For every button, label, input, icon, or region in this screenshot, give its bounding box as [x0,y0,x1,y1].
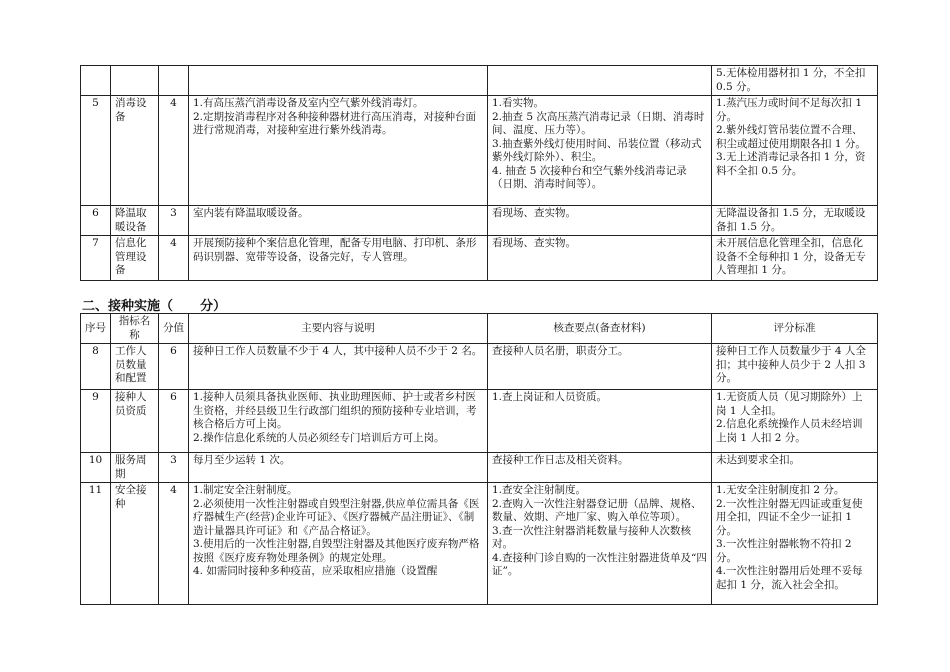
cell-score [159,66,189,96]
cell-standard: 未达到要求全扣。 [712,453,878,483]
cell-item: 消毒设备 [111,96,159,206]
cell-item: 接种人员资质 [111,390,159,453]
table-part1 [80,65,878,281]
cell-standard: 1.无资质人员（见习期除外）上岗 1 人全扣。 2.信息化系统操作人员未经培训上岗 1 人扣 2 分。 [712,390,878,453]
cell-check: 看现场、查实物。 [488,236,712,281]
cell-standard: 1.蒸汽压力或时间不足每次扣 1 分。 2.紫外线灯管吊装位置不合理、积尘或超过使用期限各扣 1 分。 3.无上述消毒记录各扣 1 分，资料不全扣 0.5 分。 [712,96,878,206]
section-title: 二、接种实施（ 分） [82,299,227,314]
cell-standard: 未开展信息化管理全扣，信息化设备不全每种扣 1 分，设备无专人管理扣 1 分。 [712,236,878,281]
cell-no: 5 [81,96,111,206]
cell-score: 6 [159,390,189,453]
cell-no [81,66,111,96]
cell-item: 降温取暖设备 [111,206,159,236]
cell-content: 开展预防接种个案信息化管理，配备专用电脑、打印机、条形码识别器、宽带等设备，设备完好，专人管理。 [189,236,488,281]
cell-content: 室内装有降温取暖设备。 [189,206,488,236]
cell-check [488,66,712,96]
header-content: 主要内容与说明 [189,314,488,344]
cell-check: 1.查上岗证和人员资质。 [488,390,712,453]
table-row [81,66,878,96]
cell-score: 4 [159,236,189,281]
table-row [81,390,878,453]
table-row [81,206,878,236]
cell-item: 服务周期 [111,453,159,483]
cell-standard: 无降温设备扣 1.5 分，无取暖设备扣 1.5 分。 [712,206,878,236]
cell-item: 工作人员数量和配置 [111,344,159,390]
cell-no: 7 [81,236,111,281]
cell-check: 查接种人员名册，职责分工。 [488,344,712,390]
cell-score: 4 [159,483,189,605]
table-row [81,236,878,281]
cell-no: 8 [81,344,111,390]
cell-no: 6 [81,206,111,236]
cell-check: 1.看实物。 2.抽查 5 次高压蒸汽消毒记录（日期、消毒时间、温度、压力等）。 3.抽查紫外线灯使用时间、吊装位置（移动式紫外线灯除外）、积尘。 4. 抽查 5 次接种台和空气紫外线消毒记录（日期、消毒时间等）。 [488,96,712,206]
header-standard: 评分标准 [712,314,878,344]
cell-content: 1.接种人员须具备执业医师、执业助理医师、护士或者乡村医生资格，并经县级卫生行政部门组织的预防接种专业培训，考核合格后方可上岗。 2.操作信息化系统的人员必须经专门培训后方可上岗。 [189,390,488,453]
cell-score: 6 [159,344,189,390]
cell-content [189,66,488,96]
cell-content: 1.有高压蒸汽消毒设备及室内空气紫外线消毒灯。 2.定期按消毒程序对各种接种器材进行高压消毒，对接种台面进行常规消毒，对接种室进行紫外线消毒。 [189,96,488,206]
table-row [81,453,878,483]
header-no: 序号 [81,314,111,344]
cell-check: 看现场、查实物。 [488,206,712,236]
header-item: 指标名称 [111,314,159,344]
cell-item: 信息化管理设备 [111,236,159,281]
cell-score: 4 [159,96,189,206]
cell-content: 接种日工作人员数量不少于 4 人，其中接种人员不少于 2 名。 [189,344,488,390]
cell-standard: 5.无体检用器材扣 1 分，不全扣 0.5 分。 [712,66,878,96]
header-check: 核查要点(备查材料) [488,314,712,344]
header-score: 分值 [159,314,189,344]
cell-standard: 接种日工作人员数量少于 4 人全扣；其中接种人员少于 2 人扣 3 分。 [712,344,878,390]
cell-item [111,66,159,96]
table-row [81,483,878,605]
cell-score: 3 [159,453,189,483]
cell-no: 9 [81,390,111,453]
cell-check: 查接种工作日志及相关资料。 [488,453,712,483]
cell-score: 3 [159,206,189,236]
cell-no: 10 [81,453,111,483]
cell-content: 1.制定安全注射制度。 2.必须使用一次性注射器或自毁型注射器,供应单位需具备《医疗器械生产(经营)企业许可证》、《医疗器械产品注册证》、《制造计量器具许可证》和《产品合格证》。 3.使用后的一次性注射器,自毁型注射器及其他医疗废弃物严格按照《医疗废弃物处理条例》的规定处理。 4. 如需同时接种多种疫苗，应采取相应措施（设置醒 [189,483,488,605]
cell-standard: 1.无安全注射制度扣 2 分。 2.一次性注射器无四证或重复使用全扣，四证不全少一证扣 1 分。 3.一次性注射器帐物不符扣 2 分。 4.一次性注射器用后处理不妥每起扣 1 分，流入社会全扣。 [712,483,878,605]
cell-no: 11 [81,483,111,605]
cell-check: 1.查安全注射制度。 2.查购入一次性注射器登记册（品牌、规格、数量、效期、产地厂家、购入单位等项）。 3.查一次性注射器消耗数量与接种人次数核对。 4.查接种门诊自购的一次性注射器进货单及“四证”。 [488,483,712,605]
table-row [81,344,878,390]
table-header-row [81,314,878,344]
table-part2 [80,313,878,605]
cell-item: 安全接种 [111,483,159,605]
table-row [81,96,878,206]
cell-content: 每月至少运转 1 次。 [189,453,488,483]
